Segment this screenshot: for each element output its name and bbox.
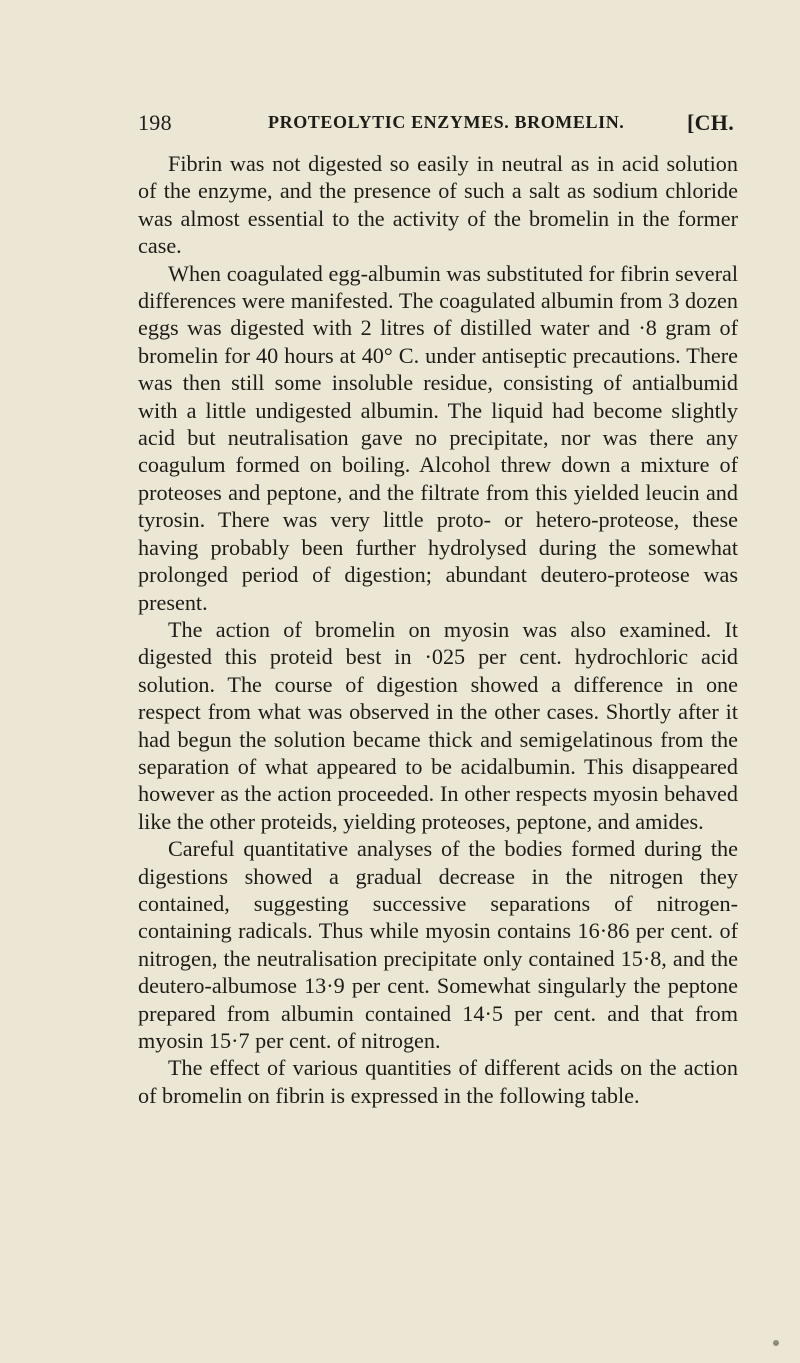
- running-head: [138, 110, 738, 140]
- paragraph: The effect of various quantities of different acids on the action of bromelin on fibrin is expressed in the following table.: [138, 1055, 738, 1108]
- paragraph: Fibrin was not digested so easily in neutral as in acid solution of the enzyme, and the presence of such a salt as sodium chloride was almost essential to the activity of the bromelin in the former case.: [138, 151, 738, 259]
- paragraph: When coagulated egg-albumin was substituted for fibrin several differences were manifested. The coagulated albumin from 3 dozen eggs was digested with 2 litres of distilled water and ·8 gram of bromelin for 40 hours at 40° C. under antiseptic precautions. There was then still some insoluble residue, consisting of antialbumid with a little undigested albumin. The liquid had become slightly acid but neutralisation gave no precipitate, nor was there any coagulum formed on boiling. Alcohol threw down a mixture of proteoses and peptone, and the filtrate from this yielded leucin and tyrosin. There was very little proto- or hetero-proteose, these having probably been further hydrolysed during the somewhat prolonged period of digestion; abundant deutero-proteose was present.: [138, 260, 738, 615]
- body-text: [138, 150, 738, 1109]
- running-title: PROTEOLYTIC ENZYMES. BROMELIN.: [268, 112, 625, 132]
- paper-blemish: [773, 1340, 779, 1346]
- chapter-mark: [CH.: [686, 110, 734, 135]
- page-number: 198: [138, 110, 172, 135]
- paragraph: Careful quantitative analyses of the bodies formed during the digestions showed a gradual decrease in the nitrogen they contained, suggesting successive separations of nitrogen-containing radicals. Thus while myosin contains 16·86 per cent. of nitrogen, the neutralisation precipitate only contained 15·8, and the deutero-albumose 13·9 per cent. Somewhat singularly the peptone prepared from albumin contained 14·5 per cent. and that from myosin 15·7 per cent. of nitrogen.: [138, 836, 738, 1053]
- paragraph: The action of bromelin on myosin was also examined. It digested this proteid best in ·025 per cent. hydrochloric acid solution. The course of digestion showed a difference in one respect from what was observed in the other cases. Shortly after it had begun the solution became thick and semigelatinous from the separation of what appeared to be acidalbumin. This disappeared however as the action proceeded. In other respects myosin behaved like the other proteids, yielding proteoses, peptone, and amides.: [138, 616, 738, 834]
